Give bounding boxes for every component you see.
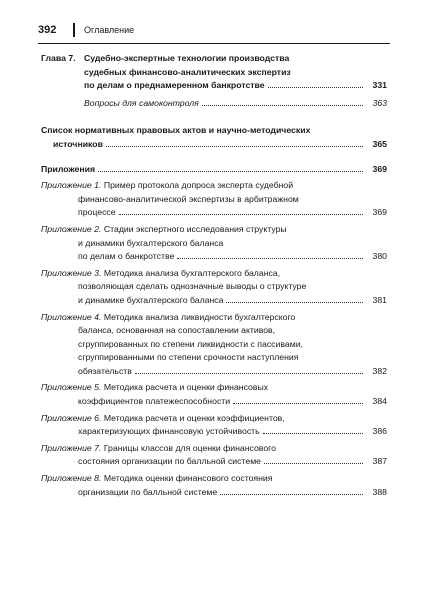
table-of-contents [41,52,387,502]
toc-line: источников [53,138,103,149]
toc-line: Методика расчета и оценки коэффициентов, [101,412,285,423]
toc-line: Судебно-экспертные технологии производства [84,53,290,63]
toc-line: обязательств [78,365,132,376]
toc-page: 386 [372,426,387,437]
toc-line: Приложения [41,163,96,174]
leader-dots [119,213,363,215]
leader-dots [264,462,363,464]
toc-line: и динамики бухгалтерского баланса [78,237,224,248]
toc-line: характеризующих финансовую устойчивость [78,426,260,437]
running-title: Оглавление [84,25,135,35]
toc-page: 369 [372,163,387,174]
header-separator [73,23,75,37]
toc-line: Методика оценки финансового состояния [101,473,273,484]
toc-line: Вопросы для самоконтроля [84,97,199,108]
toc-page: 382 [372,365,387,376]
leader-dots [226,301,363,303]
chapter-label: Глава 7. [41,53,76,63]
toc-line: Границы классов для оценки финансового [101,442,276,453]
toc-entry-chapter-7[interactable] [41,52,387,93]
toc-entry-appendix-7[interactable] [41,442,387,469]
toc-entry-questions[interactable] [41,97,387,111]
toc-line: организации по балльной системе [78,486,218,497]
toc-line: процессе [78,207,116,218]
toc-line: сгруппированными по степени срочности наступления [78,352,299,363]
toc-line: баланса, основанная на сопоставлении активов, [78,325,276,336]
toc-line: по делам о преднамеренном банкротстве [84,80,265,91]
appendix-label: Приложение 5. [41,382,102,393]
toc-line: по делам о банкротстве [78,251,175,262]
appendix-label: Приложение 3. [41,267,102,278]
toc-line: финансово-аналитической экспертизы в арбитражном [78,193,299,204]
toc-entry-appendix-4[interactable] [41,311,387,379]
toc-page: 381 [372,294,387,305]
leader-dots [98,170,363,172]
toc-line: Пример протокола допроса эксперта судебной [101,180,294,191]
toc-line: Методика анализа бухгалтерского баланса, [101,267,281,278]
page-number: 392 [38,24,57,36]
toc-line: позволяющая сделать однозначные выводы о структуре [78,281,307,292]
leader-dots [220,493,363,495]
toc-line: сгруппированных по степени ликвидности с пассивами, [78,338,303,349]
toc-line: коэффициентов платежеспособности [78,396,231,407]
toc-page: 388 [372,486,387,497]
toc-entry-regulations[interactable] [41,124,387,151]
toc-line: судебных финансово-аналитических экспертиз [84,66,291,77]
leader-dots [263,432,363,434]
leader-dots [268,86,363,88]
toc-page: 365 [372,138,387,149]
appendix-label: Приложение 2. [41,223,102,234]
toc-line: Методика анализа ликвидности бухгалтерского [101,311,296,322]
running-header [38,20,390,40]
toc-entry-appendix-1[interactable] [41,179,387,220]
leader-dots [233,402,363,404]
toc-entry-appendix-5[interactable] [41,381,387,408]
toc-page: 380 [372,251,387,262]
toc-page: 331 [372,80,387,91]
toc-line: Стадии экспертного исследования структуры [101,223,287,234]
leader-dots [177,257,363,259]
appendix-label: Приложение 8. [41,473,102,484]
leader-dots [106,145,363,147]
header-rule [38,43,390,44]
toc-line: Методика расчета и оценки финансовых [101,382,269,393]
toc-entry-appendix-3[interactable] [41,267,387,308]
appendix-label: Приложение 1. [41,180,102,191]
toc-entry-appendix-6[interactable] [41,412,387,439]
toc-page: 387 [372,456,387,467]
leader-dots [135,372,363,374]
appendix-label: Приложение 4. [41,311,102,322]
toc-page: 369 [372,207,387,218]
appendix-label: Приложение 7. [41,442,102,453]
toc-line: состояния организации по балльной системе [78,456,262,467]
toc-line: и динамике бухгалтерского баланса [78,294,224,305]
toc-line: Список нормативных правовых актов и научно-методических [41,125,311,136]
toc-entry-appendix-2[interactable] [41,223,387,264]
appendix-label: Приложение 6. [41,412,102,423]
leader-dots [202,104,363,106]
toc-entry-appendices[interactable] [41,163,387,177]
toc-entry-appendix-8[interactable] [41,472,387,499]
appendix-list [41,179,387,499]
toc-page: 363 [372,97,387,108]
toc-page: 384 [372,396,387,407]
